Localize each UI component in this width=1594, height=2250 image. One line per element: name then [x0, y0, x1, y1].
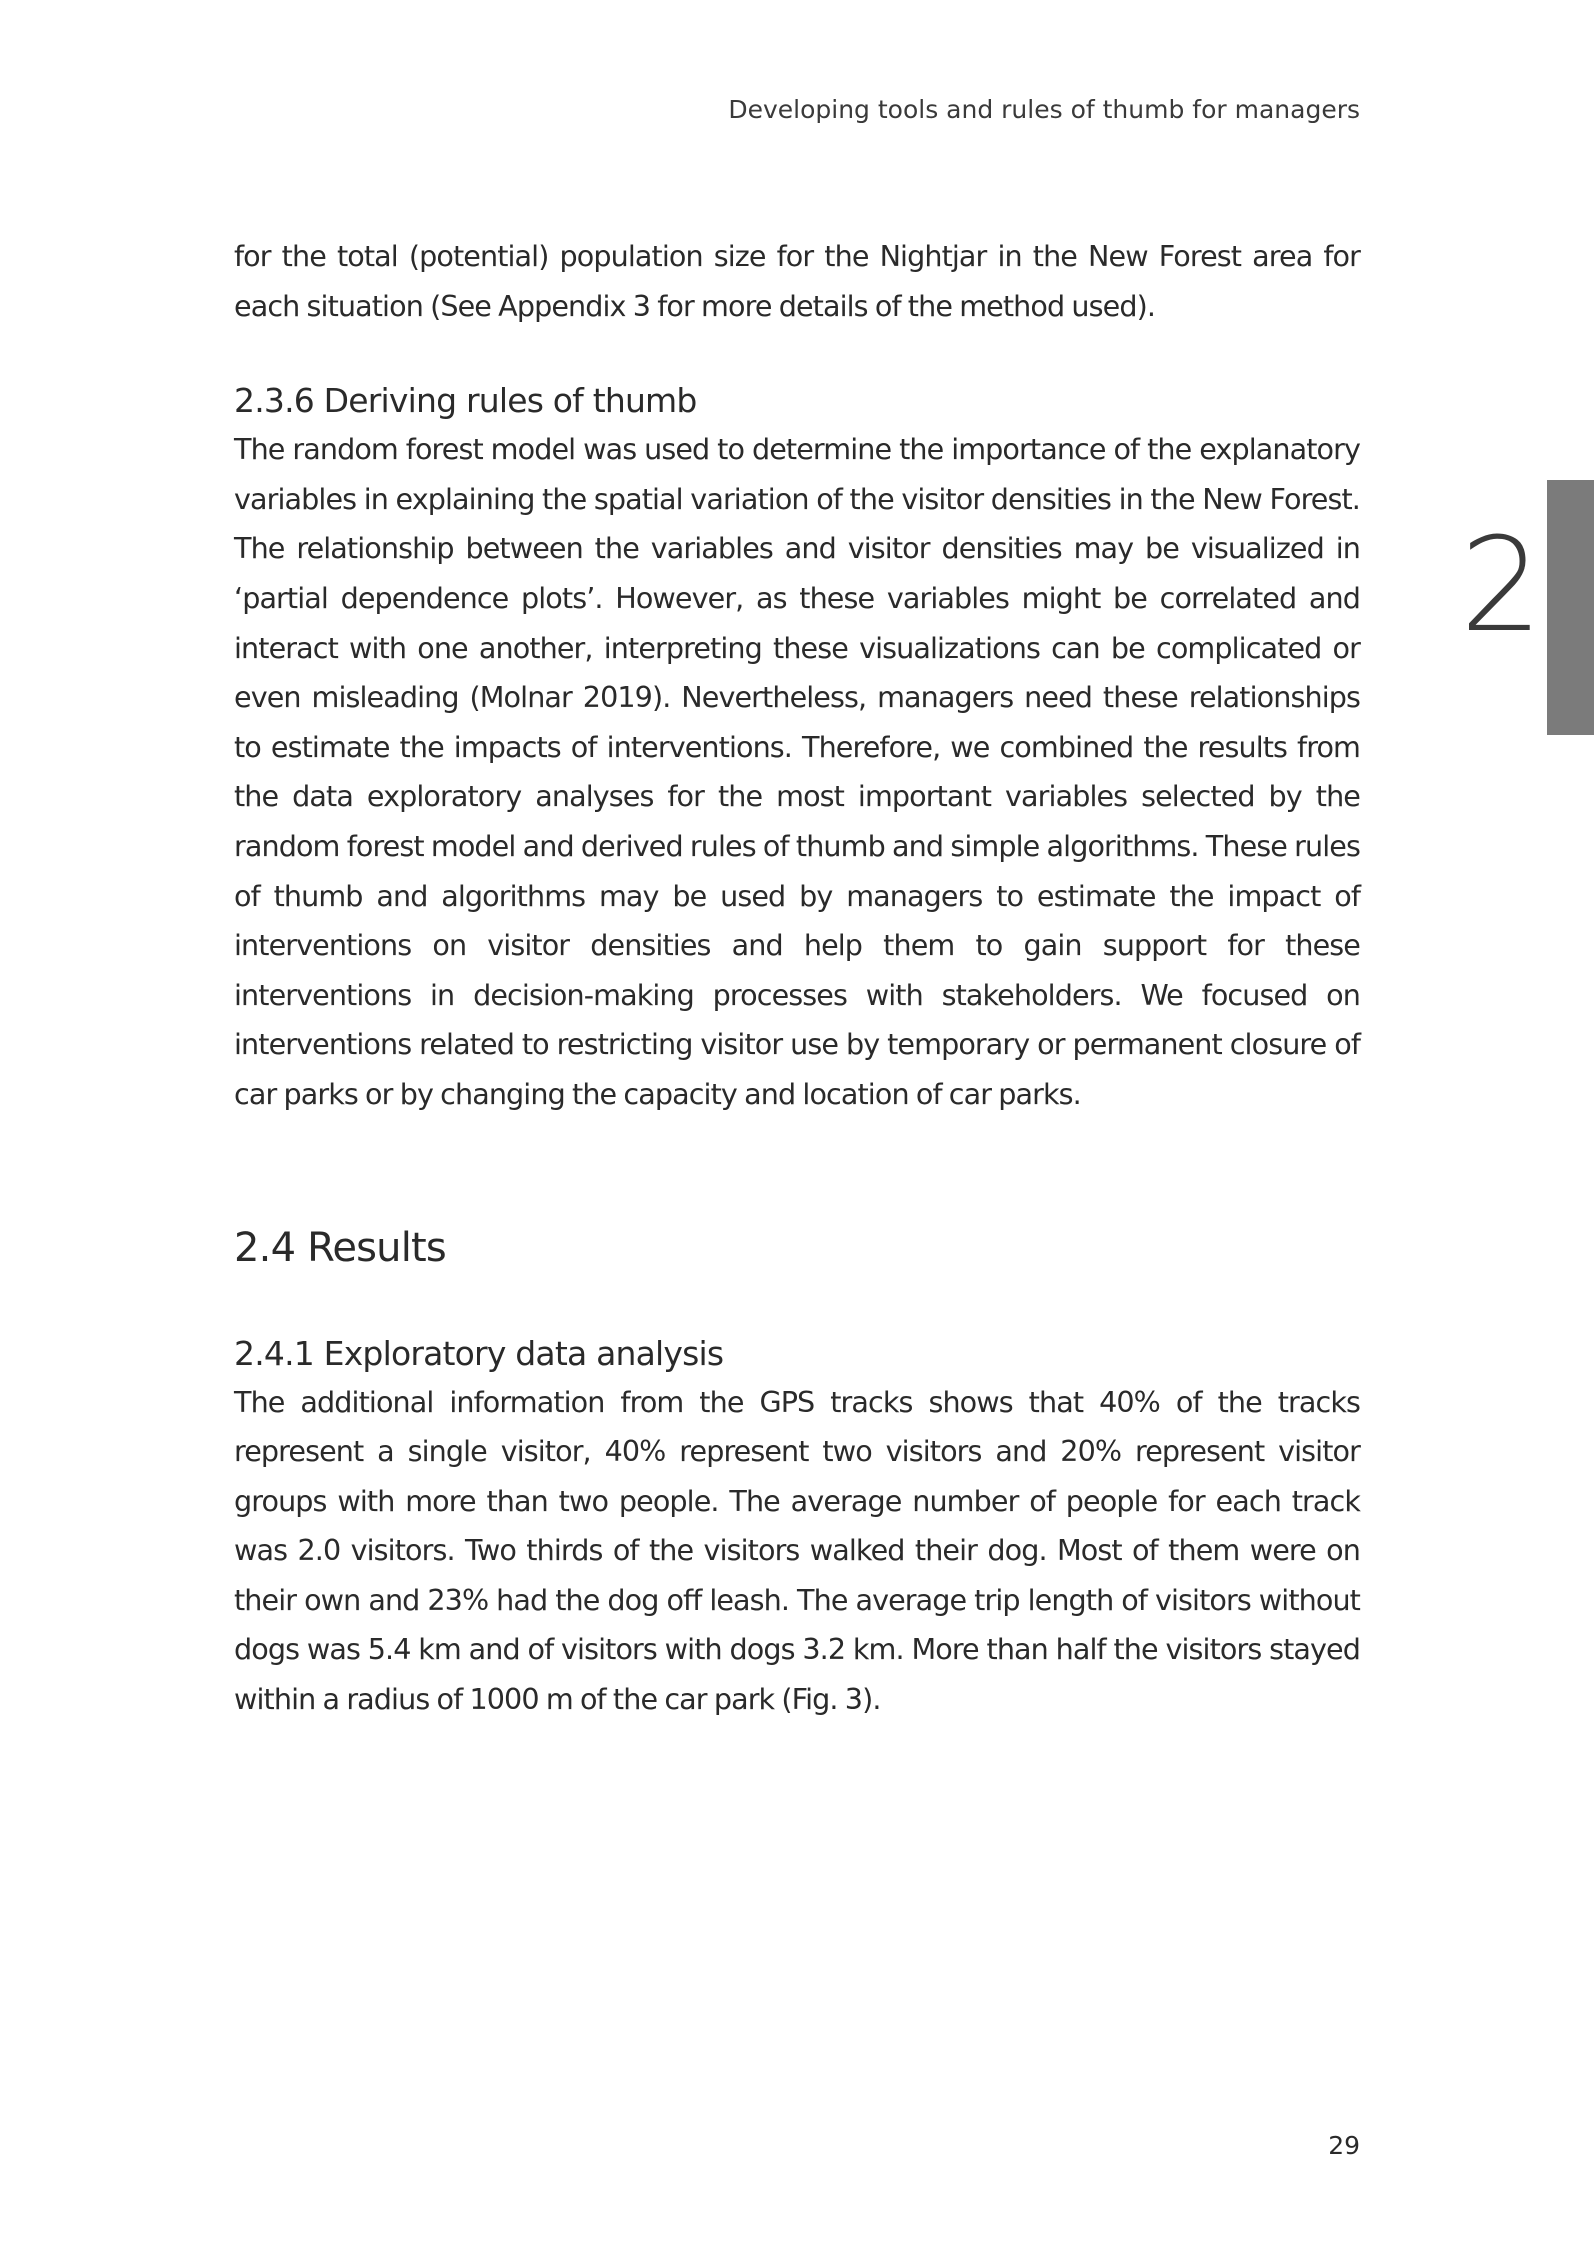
paragraph-rules-of-thumb: The random forest model was used to determine the importance of the explanatory variables in explaining the spatial variation of the visitor densities in the New Forest. The relationship between the variables and visitor densities may be visualized in ‘partial dependence plots’. However, as these variables might be correlated and interact with one another, interpreting these visualizations can be complicated or even misleading (Molnar 2019). Nevertheless, managers need these relationships to estimate the impacts of interventions. Therefore, we combined the results from the data exploratory analyses for the most important variables selected by the random forest model and derived rules of thumb and simple algorithms. These rules of thumb and algorithms may be used by managers to estimate the impact of interventions on visitor densities and help them to gain support for these interventions in decision-making processes with stakeholders. We focused on interventions related to restricting visitor use by temporary or permanent closure of car parks or by changing the capacity and location of car parks. — [234, 432, 1360, 1111]
page-number: 29 — [1328, 2131, 1360, 2160]
heading-2-4-results: 2.4 Results — [234, 1224, 446, 1271]
running-head: Developing tools and rules of thumb for managers — [728, 95, 1360, 124]
chapter-number: 2 — [1460, 509, 1543, 661]
paragraph-intro: for the total (potential) population size for the Nightjar in the New Forest area for each situation (See Appendix 3 for more details of the method used). — [234, 239, 1360, 323]
chapter-tab — [1547, 480, 1594, 735]
heading-2-4-1: 2.4.1 Exploratory data analysis — [234, 1333, 724, 1373]
page-body — [234, 232, 1360, 1725]
paragraph-exploratory-analysis: The additional information from the GPS tracks shows that 40% of the tracks represent a single visitor, 40% represent two visitors and 20% represent visitor groups with more than two people. The average number of people for each track was 2.0 visitors. Two thirds of the visitors walked their dog. Most of them were on their own and 23% had the dog off leash. The average trip length of visitors without dogs was 5.4 km and of visitors with dogs 3.2 km. More than half the visitors stayed within a radius of 1000 m of the car park (Fig. 3). — [234, 1384, 1360, 1717]
heading-2-3-6: 2.3.6 Deriving rules of thumb — [234, 381, 697, 421]
